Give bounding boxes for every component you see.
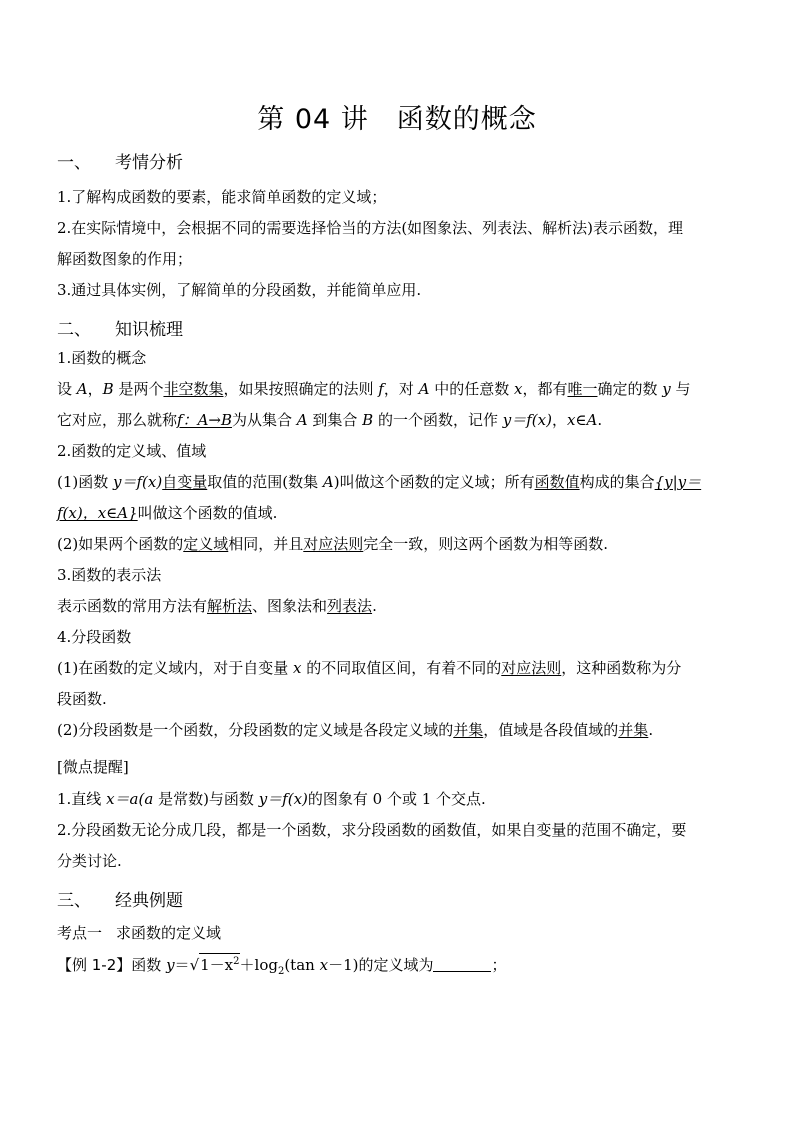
title-lesson: 第 04 讲 xyxy=(257,104,369,135)
goal-line-4: 3.通过具体实例，了解简单的分段函数，并能简单应用. xyxy=(57,281,422,299)
example-label: 【例 1-2】 xyxy=(57,956,132,974)
k2-line-2: f(x)，x∈A}叫做这个函数的值域. xyxy=(57,504,278,522)
key-point-1: 考点一 求函数的定义域 xyxy=(57,924,222,942)
tip-line-3: 分类讨论. xyxy=(57,852,122,870)
tip-heading: [微点提醒] xyxy=(57,758,129,776)
k1-heading: 1.函数的概念 xyxy=(57,349,147,367)
k4-line-2: 段函数. xyxy=(57,690,107,708)
k1-line-1: 设 A，B 是两个非空数集，如果按照确定的法则 f，对 A 中的任意数 x，都有唯一确定的数 y 与 xyxy=(57,380,691,398)
title-topic: 函数的概念 xyxy=(396,104,537,135)
goal-line-2: 2.在实际情境中，会根据不同的需要选择恰当的方法(如图象法、列表法、解析法)表示函数，理 xyxy=(57,219,684,237)
k3-heading: 3.函数的表示法 xyxy=(57,566,162,584)
k2-heading: 2.函数的定义域、值域 xyxy=(57,442,207,460)
section-heading-3: 三、 经典例题 xyxy=(57,891,183,911)
k4-line-3: (2)分段函数是一个函数，分段函数的定义域是各段定义域的并集，值域是各段值域的并集. xyxy=(57,721,654,739)
tip-line-2: 2.分段函数无论分成几段，都是一个函数，求分段函数的函数值，如果自变量的范围不确定，要 xyxy=(57,821,687,839)
tip-line-1: 1.直线 x＝a(a 是常数)与函数 y＝f(x)的图象有 0 个或 1 个交点. xyxy=(57,790,486,808)
k1-line-2: 它对应，那么就称f：A→B为从集合 A 到集合 B 的一个函数，记作 y＝f(x)，x∈A. xyxy=(57,411,603,429)
example-1-2: 【例 1-2】函数 $y=√1-x^2+\log_2(\tan$ x－1)的定义域为 ； xyxy=(57,953,506,977)
section-heading-1: 一、 考情分析 xyxy=(57,153,183,173)
section-heading-2: 二、 知识梳理 xyxy=(57,320,183,340)
k4-heading: 4.分段函数 xyxy=(57,628,132,646)
goal-line-3: 解函数图象的作用； xyxy=(57,250,193,268)
k4-line-1: (1)在函数的定义域内，对于自变量 x 的不同取值区间，有着不同的对应法则，这种函数称为分 xyxy=(57,659,682,677)
k3-line-1: 表示函数的常用方法有解析法、图象法和列表法. xyxy=(57,597,377,615)
k2-line-3: (2)如果两个函数的定义域相同，并且对应法则完全一致，则这两个函数为相等函数. xyxy=(57,535,609,553)
answer-blank[interactable] xyxy=(433,957,491,972)
k2-line-1: (1)函数 y＝f(x)自变量取值的范围(数集 A)叫做这个函数的定义域；所有函数值构成的集合{y|y＝ xyxy=(57,473,702,491)
page-title xyxy=(0,97,794,136)
goal-line-1: 1.了解构成函数的要素，能求简单函数的定义域； xyxy=(57,188,387,206)
